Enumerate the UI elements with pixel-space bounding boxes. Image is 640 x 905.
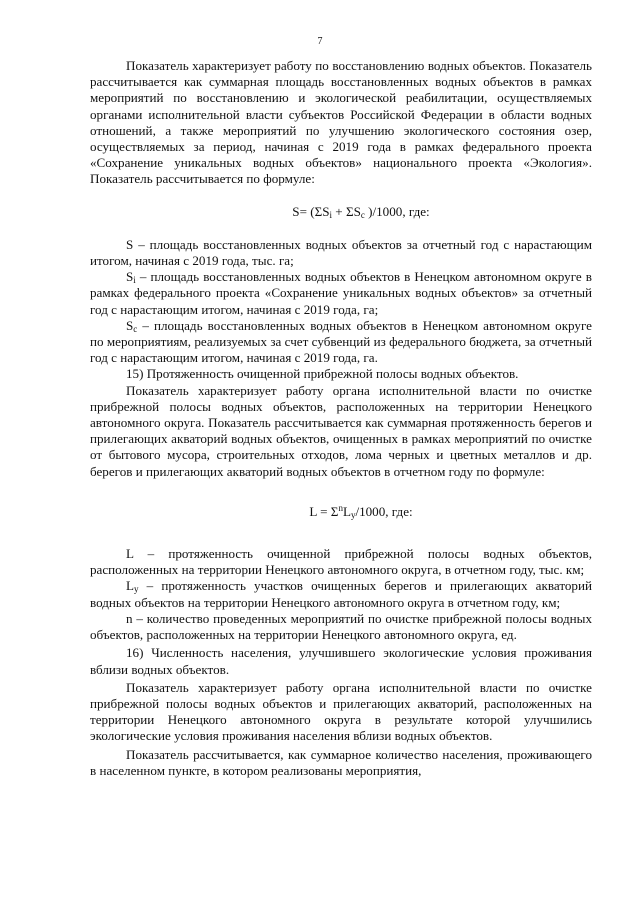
definition-symbol: L	[126, 578, 134, 594]
definition-text: – протяженность участков очищенных берегов и прилегающих акваторий водных объектов на территории Ненецкого автономного округа в отчетном году, км;	[90, 578, 592, 610]
paragraph-item-16: Показатель характеризует работу органа исполнительной власти по очистке прибрежной полосы водных объектов и прилегающих акваторий, расположенных на территории Ненецкого автономного округа в результате которой улучшились экологические условия проживания населения вблизи водных объектов.	[90, 679, 592, 744]
formula-area-subscript-i: i	[329, 209, 333, 220]
definition-s: S – площадь восстановленных водных объектов за отчетный год с нарастающим итогом, начиная с 2019 года, тыс. га;	[90, 236, 592, 269]
definition-l: L – протяженность очищенной прибрежной полосы водных объектов, расположенных на территории Ненецкого автономного округа, в отчетном году, тыс. км;	[90, 546, 592, 578]
formula-length-superscript: n	[338, 502, 343, 513]
formula-area-subscript-c: c	[360, 209, 365, 220]
definition-symbol: S	[126, 269, 134, 285]
definition-text: – площадь восстановленных водных объектов в Ненецком автономном округе по мероприятиям, реализуемых за счет субвенций из федерального бюджета, за отчетный год с нарастающим итогом, начиная с 2019 года, га.	[90, 317, 592, 366]
definition-subscript: y	[134, 584, 139, 595]
definition-n: n – количество проведенных мероприятий по очистке прибрежной полосы водных объектов, расположенных на территории Ненецкого автономного округа, ед.	[90, 610, 592, 643]
item-16-heading: 16) Численность населения, улучшившего экологические условия проживания вблизи водных объектов.	[90, 645, 592, 677]
definition-text: – площадь восстановленных водных объектов в Ненецком автономном округе в рамках федерального проекта «Сохранение уникальных водных объектов» за отчетный год с нарастающим итогом, начиная с 2019 года, га;	[90, 269, 592, 317]
paragraph-item-16-continued: Показатель рассчитывается, как суммарное количество населения, проживающего в населенном пункте, в котором реализованы мероприятия,	[90, 746, 592, 778]
definition-subscript: c	[133, 323, 138, 334]
formula-length	[130, 504, 592, 520]
definition-symbol: S	[126, 317, 134, 333]
formula-area-part: S= (ΣS	[292, 203, 330, 219]
formula-length-part: L	[342, 503, 351, 519]
formula-area-part: + ΣS	[332, 203, 361, 219]
formula-length-part: L = Σ	[309, 503, 339, 519]
formula-area-part: )/1000, где:	[364, 203, 430, 219]
item-15-heading: 15) Протяженность очищенной прибрежной полосы водных объектов.	[126, 366, 519, 382]
definition-sc	[90, 318, 592, 367]
paragraph-indicator-description: Показатель характеризует работу по восстановлению водных объектов. Показатель рассчитывается как суммарная площадь восстановленных водных объектов в рамках мероприятий по восстановлению и экологической реабилитации, осуществляемых органами исполнительной власти субъектов Российской Федерации в области водных отношений, а также мероприятий по улучшению экологического состояния озер, осуществляемых за период, начиная с 2019 года в рамках федерального проекта «Сохранение уникальных водных объектов» национального проекта «Экология». Показатель рассчитывается по формуле:	[90, 58, 592, 187]
page-number: 7	[317, 36, 323, 47]
formula-area	[130, 204, 592, 220]
formula-length-subscript: y	[350, 509, 356, 520]
definition-ly	[90, 578, 592, 610]
formula-length-part: /1000, где:	[355, 503, 413, 519]
definition-subscript: i	[133, 275, 136, 286]
paragraph-item-15: Показатель характеризует работу органа исполнительной власти по очистке прибрежной полосы водных объектов, расположенных на территории Ненецкого автономного округа. Показатель рассчитывается как суммарная протяженность берегов и прилегающих акваторий водных объектов, очищенных в рамках мероприятий по очистке от бытового мусора, строительных отходов, лома черных и цветных металлов и др. берегов и прилегающих акваторий водных объектов в отчетном году по формуле:	[90, 382, 592, 479]
definition-si	[90, 269, 592, 318]
